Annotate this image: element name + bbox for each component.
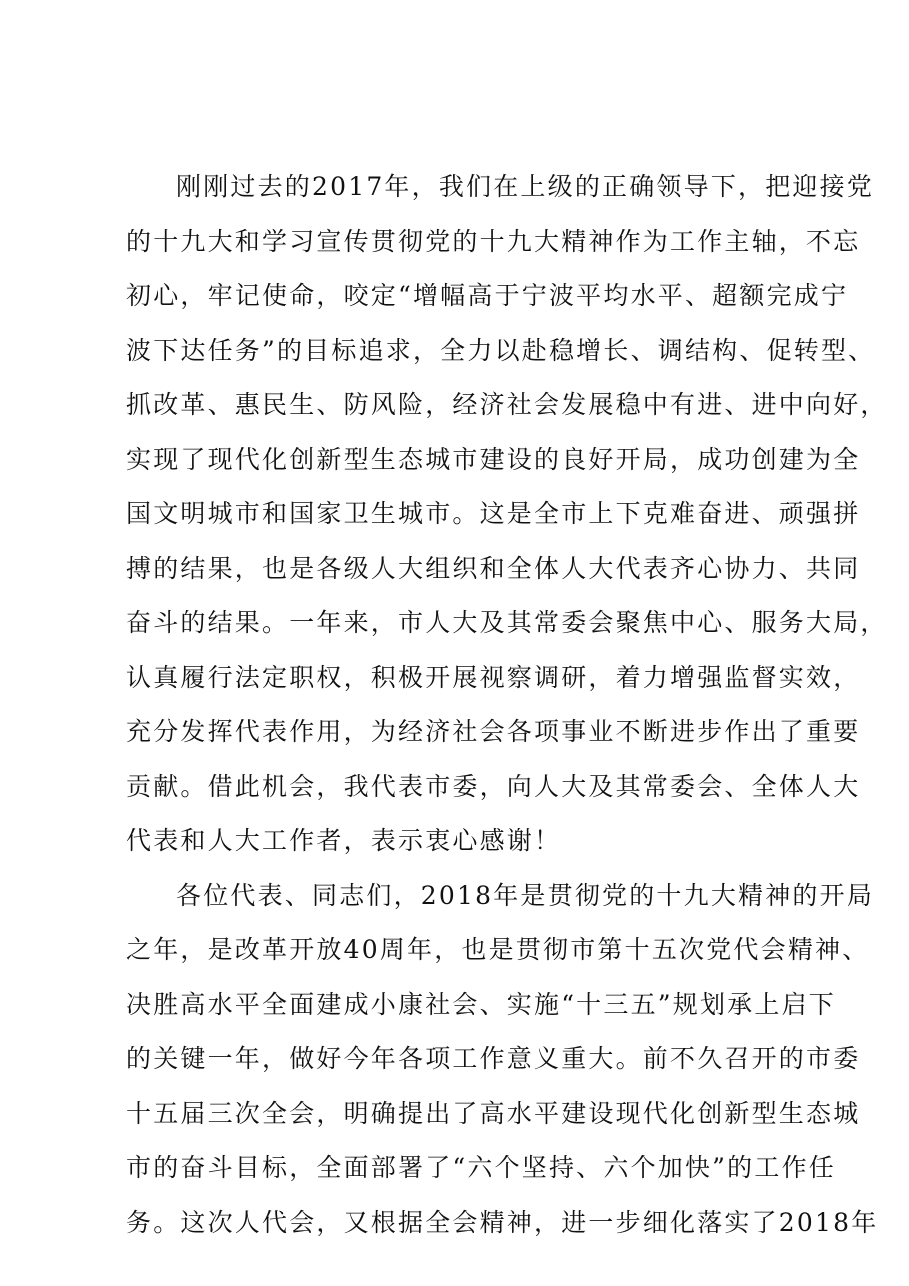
paragraph-line: 的关键一年，做好今年各项工作意义重大。前不久召开的市委 (126, 1044, 861, 1073)
paragraph-line: 充分发挥代表作用，为经济社会各项事业不断进步作出了重要 (126, 717, 861, 746)
paragraph-line: 刚刚过去的2017年，我们在上级的正确领导下，把迎接党 (176, 172, 875, 201)
paragraph-line: 的十九大和学习宣传贯彻党的十九大精神作为工作主轴，不忘 (126, 226, 861, 256)
paragraph-2 (126, 869, 879, 1251)
paragraph-1 (126, 160, 888, 869)
paragraph-line: 市的奋斗目标，全面部署了“六个坚持、六个加快”的工作任 (126, 1153, 836, 1182)
paragraph-line: 搏的结果，也是各级人大组织和全体人大代表齐心协力、共同 (126, 553, 861, 583)
paragraph-line: 代表和人大工作者，表示衷心感谢！ (126, 826, 562, 855)
document-body (126, 160, 888, 1250)
paragraph-line: 实现了现代化创新型生态城市建设的良好开局，成功创建为全 (126, 444, 861, 474)
paragraph-line: 初心，牢记使命，咬定“增幅高于宁波平均水平、超额完成宁 (126, 281, 849, 310)
paragraph-line: 务。这次人代会，又根据全会精神，进一步细化落实了2018年 (126, 1207, 879, 1237)
paragraph-line: 抓改革、惠民生、防风险，经济社会发展稳中有进、进中向好， (126, 390, 888, 419)
paragraph-line: 奋斗的结果。一年来，市人大及其常委会聚焦中心、服务大局， (126, 608, 888, 637)
paragraph-line: 决胜高水平全面建成小康社会、实施“十三五”规划承上启下 (126, 989, 836, 1019)
paragraph-line: 十五届三次全会，明确提出了高水平建设现代化创新型生态城 (126, 1098, 861, 1128)
paragraph-line: 认真履行法定职权，积极开展视察调研，着力增强监督实效， (126, 662, 861, 692)
paragraph-line: 贡献。借此机会，我代表市委，向人大及其常委会、全体人大 (126, 771, 861, 801)
paragraph-line: 之年，是改革开放40周年，也是贯彻市第十五次党代会精神、 (126, 935, 870, 964)
paragraph-line: 波下达任务”的目标追求，全力以赴稳增长、调结构、促转型、 (126, 335, 876, 365)
paragraph-line: 各位代表、同志们，2018年是贯彻党的十九大精神的开局 (176, 880, 875, 910)
paragraph-line: 国文明城市和国家卫生城市。这是全市上下克难奋进、顽强拼 (126, 499, 861, 528)
